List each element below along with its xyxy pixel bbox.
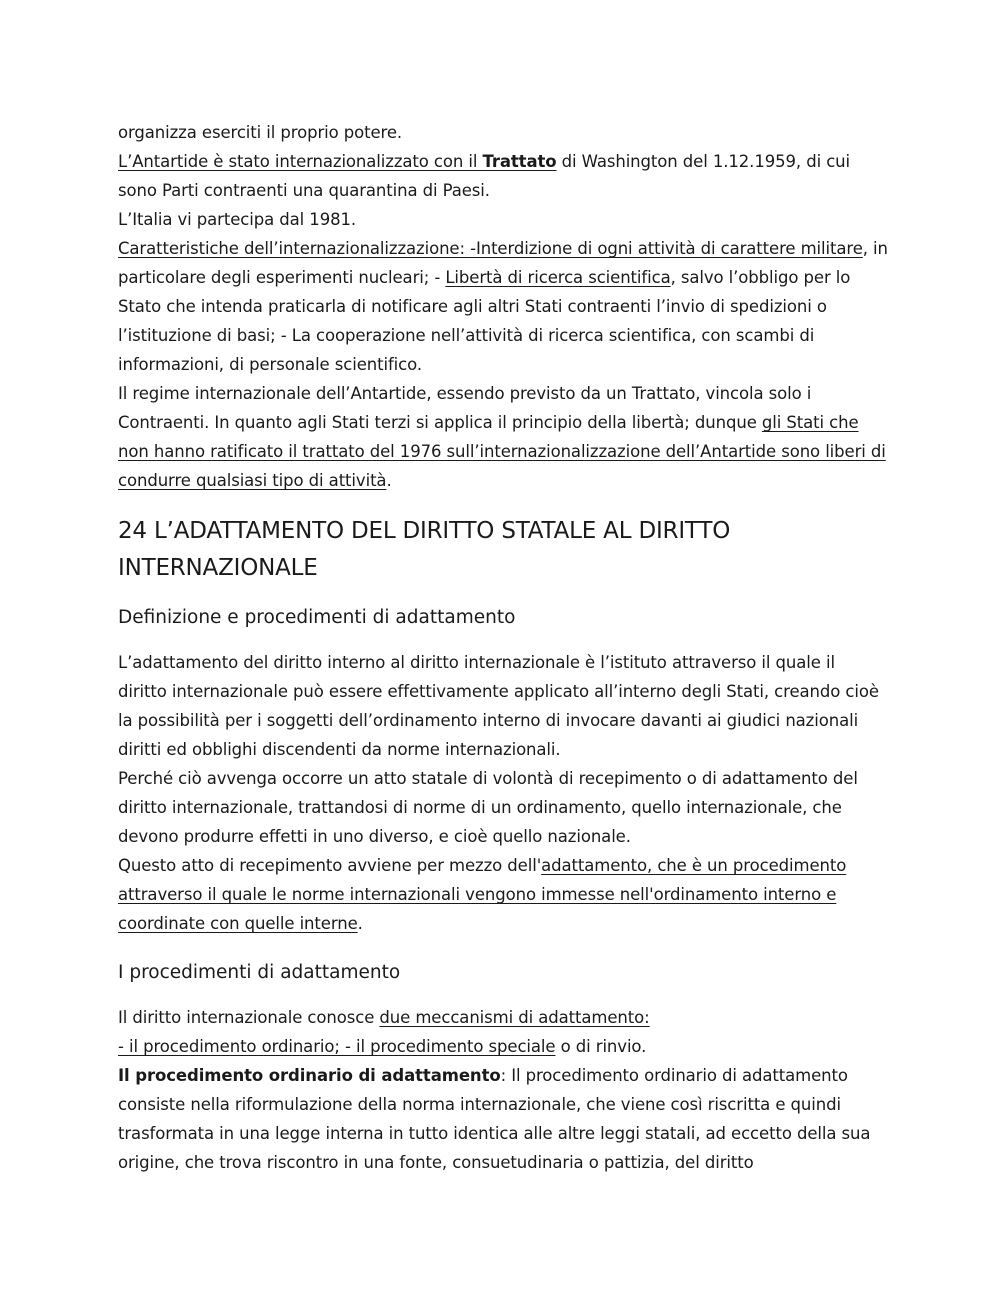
paragraph-regime [118, 379, 888, 495]
text: L’Italia vi partecipa dal 1981. [118, 210, 357, 229]
paragraph-italia [118, 205, 888, 234]
text: : Il procedimento ordinario di adattamento consiste nella riformulazione della norma internazionale, che viene così riscritta e quindi trasformata in una legge interna in tutto identica alle altre leggi statali, ad eccetto della sua origine, che trova riscontro in una fonte, consuetudinaria o pattizia, del diritto [118, 1066, 871, 1172]
text: Questo atto di recepimento avviene per mezzo dell' [118, 856, 542, 875]
paragraph-trattato [118, 147, 888, 205]
bold-underlined-text: Trattato [482, 152, 557, 171]
document-page [118, 118, 888, 1177]
text: o di rinvio. [555, 1037, 647, 1056]
underlined-text: due meccanismi di adattamento: [379, 1008, 650, 1027]
paragraph-procedimento-ordinario [118, 1061, 888, 1177]
text: organizza eserciti il proprio potere. [118, 123, 403, 142]
text: . [386, 471, 392, 490]
underlined-text: L’Antartide è stato internazionalizzato con il [118, 152, 483, 171]
paragraph-meccanismi [118, 1003, 888, 1032]
paragraph-atto-statale [118, 764, 888, 851]
paragraph-caratteristiche [118, 234, 888, 379]
chapter-heading: 24 L’ADATTAMENTO DEL DIRITTO STATALE AL DIRITTO INTERNAZIONALE [118, 518, 731, 581]
bold-text: Il procedimento ordinario di adattamento [118, 1066, 501, 1085]
underlined-text: gli Stati che non hanno ratificato il trattato del 1976 sull’internazionalizzazione dell’Antartide sono liberi di condurre qualsiasi tipo di attività [118, 413, 886, 490]
text: Il diritto internazionale conosce [118, 1008, 380, 1027]
text: Il regime internazionale dell’Antartide, essendo previsto da un Trattato, vincola solo i Contraenti. In quanto agli Stati terzi si applica il principio della libertà; dunque [118, 384, 812, 432]
underlined-text: Libertà di ricerca scientifica [445, 268, 671, 287]
underlined-text: - il procedimento ordinario; - il procedimento speciale [118, 1037, 556, 1056]
underlined-text: adattamento, che è un procedimento attraverso il quale le norme internazionali vengono immesse nell'ordinamento interno e coordinate con quelle interne [118, 856, 847, 933]
text: di Washington del 1.12.1959, di cui sono Parti contraenti una quarantina di Paesi. [118, 152, 851, 200]
section-heading-procedimenti: I procedimenti di adattamento [118, 962, 401, 983]
paragraph-procedimenti-lista [118, 1032, 888, 1061]
text: , salvo l’obbligo per lo Stato che intenda praticarla di notificare agli altri Stati contraenti l’invio di spedizioni o l’istituzione di basi; - La cooperazione nell’attività di ricerca scientifica, con scambi di informazioni, di personale scientifico. [118, 268, 851, 374]
paragraph-adattamento-definizione [118, 648, 888, 764]
spacer [118, 938, 888, 950]
underlined-text: Caratteristiche dell’internazionalizzazione: -Interdizione di ogni attività di carattere militare [118, 239, 863, 258]
text: . [357, 914, 363, 933]
paragraph-intro [118, 118, 888, 147]
text: , in particolare degli esperimenti nucleari; - [118, 239, 888, 287]
section-heading-definizione: Definizione e procedimenti di adattamento [118, 607, 516, 628]
paragraph-recepimento [118, 851, 888, 938]
text: Perché ciò avvenga occorre un atto statale di volontà di recepimento o di adattamento del diritto internazionale, trattandosi di norme di un ordinamento, quello internazionale, che devono produrre effetti in uno diverso, e cioè quello nazionale. [118, 769, 858, 846]
text: L’adattamento del diritto interno al diritto internazionale è l’istituto attraverso il quale il diritto internazionale può essere effettivamente applicato all’interno degli Stati, creando cioè la possibilità per i soggetti dell’ordinamento interno di invocare davanti ai giudici nazionali diritti ed obblighi discendenti da norme internazionali. [118, 653, 879, 759]
